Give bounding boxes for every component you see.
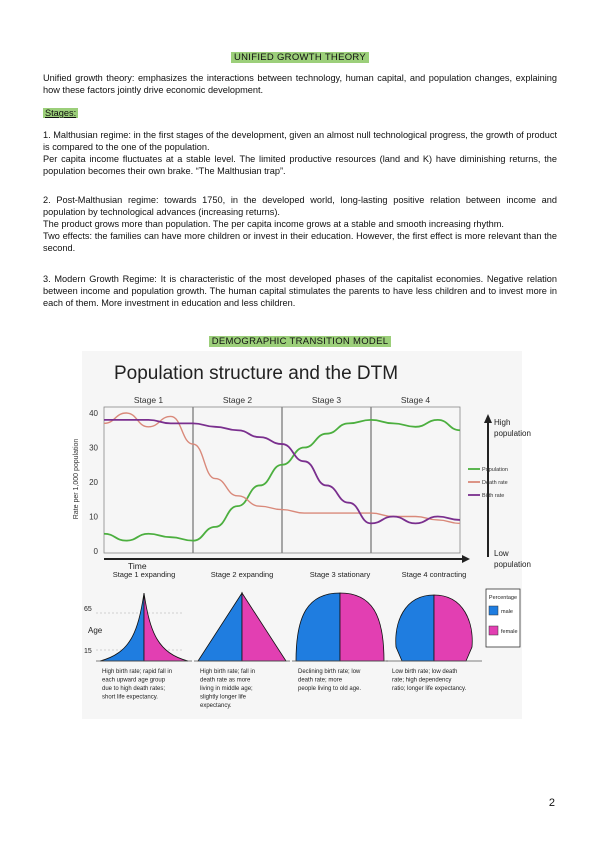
y-tick-label: 20 [89,478,98,487]
stage1-text-1: 1. Malthusian regime: in the first stages of the development, given an almost null technological progress, the growth of product is compared to the one of the population. [43,130,557,153]
pyramid-caption: death rate as more [200,677,251,684]
dtm-figure [73,351,531,719]
legend-male-swatch [489,606,498,615]
legend-label: Population [482,467,508,473]
pyramid-caption: due to high death rates; [102,686,166,692]
age-label: Age [88,626,103,635]
pyramid-title: Stage 4 contracting [401,570,467,579]
stage-label: Stage 4 [400,395,431,405]
pyramid-caption: High birth rate; rapid fall in [102,669,173,675]
y-tick-label: 30 [89,443,98,453]
heading-highlight-dtm: DEMOGRAPHIC TRANSITION MODEL [209,336,392,347]
pyramid-caption: Declining birth rate; low [298,669,361,675]
legend-female-label: female [501,629,518,635]
pyramid-caption: slightly longer life [200,694,247,701]
chart-title: Population structure and the DTM [114,363,399,384]
legend-label: Birth rate [482,493,505,499]
pyramid-caption: short life expectancy. [102,694,158,701]
low-label-2: population [494,560,531,569]
pyramid-caption: each upward age group [102,677,166,684]
age-tick-15: 15 [84,648,92,655]
y-axis-label: Rate per 1,000 population [73,438,80,520]
figure-background [82,351,522,719]
pyramid-caption: people living to old age. [298,686,362,692]
pyramid-title: Stage 2 expanding [210,570,274,579]
stage2-paragraph [43,194,557,254]
high-label-1: High [494,418,511,427]
dtm-chart [73,351,531,719]
stage1-paragraph [43,129,557,177]
stage-label: Stage 3 [311,395,342,405]
stage2-text-3: Two effects: the families can have more children or invest in their education. However, the first effect is more relevant than the second. [43,231,557,254]
section-heading-dtm [0,336,600,347]
stage3-paragraph [43,273,557,309]
legend-male-label: male [501,609,513,615]
pyramid-title: Stage 1 expanding [112,570,176,579]
stages-label-block [43,107,557,119]
y-tick-label: 40 [89,409,98,418]
stage2-text-2: The product grows more than population. The per capita income grows at a stable and smooth increasing rhythm. [43,219,504,230]
pyramid-caption: Low birth rate; low death [392,669,458,675]
heading-highlight: UNIFIED GROWTH THEORY [231,52,369,63]
pyramid-caption: death rate; more [298,677,343,684]
age-tick-65: 65 [84,606,92,613]
stages-label: Stages: [45,108,77,118]
pyramid-caption: rate; high dependency [392,677,452,684]
stage-label: Stage 1 [133,395,164,405]
y-tick-label: 10 [89,512,98,522]
high-label-2: population [494,429,531,438]
page-number: 2 [548,797,555,809]
stage-label: Stage 2 [222,395,253,405]
legend-label: Death rate [482,480,508,486]
pyramid-title: Stage 3 stationary [309,570,371,579]
stage1-text-2: Per capita income fluctuates at a stable level. The limited productive resources (land and K) have diminishing returns, the population becomes their own brake. “The Malthusian trap”. [43,154,557,177]
y-tick-label: 0 [93,547,98,556]
section-heading-unified-growth [0,52,600,63]
legend-female-swatch [489,626,498,635]
intro-text: Unified growth theory: emphasizes the interactions between technology, human capital, and population changes, explaining how these factors jointly drive economic development. [43,73,557,96]
pyramid-caption: ratio; longer life expectancy. [392,686,467,692]
stage3-text-1: 3. Modern Growth Regime: It is characteristic of the most developed phases of the capitalist economies. Negative relation between income and population growth. The human capital stimulates the parents to have less children and to invest more in each of them. More investment in education and less children. [43,274,557,309]
low-label-1: Low [494,549,509,558]
pyramid-caption: High birth rate; fall in [200,669,256,675]
stage2-text-1: 2. Post-Malthusian regime: towards 1750, in the developed world, long-lasting positive relation between income and population by technological advances (increasing returns). [43,195,557,218]
pyramid-caption: expectancy. [200,703,232,709]
intro-paragraph [43,72,557,96]
pyramid-caption: living in middle age; [200,686,253,692]
x-axis-label: Time [128,561,147,571]
pyramid-legend-title: Percentage [488,595,518,601]
